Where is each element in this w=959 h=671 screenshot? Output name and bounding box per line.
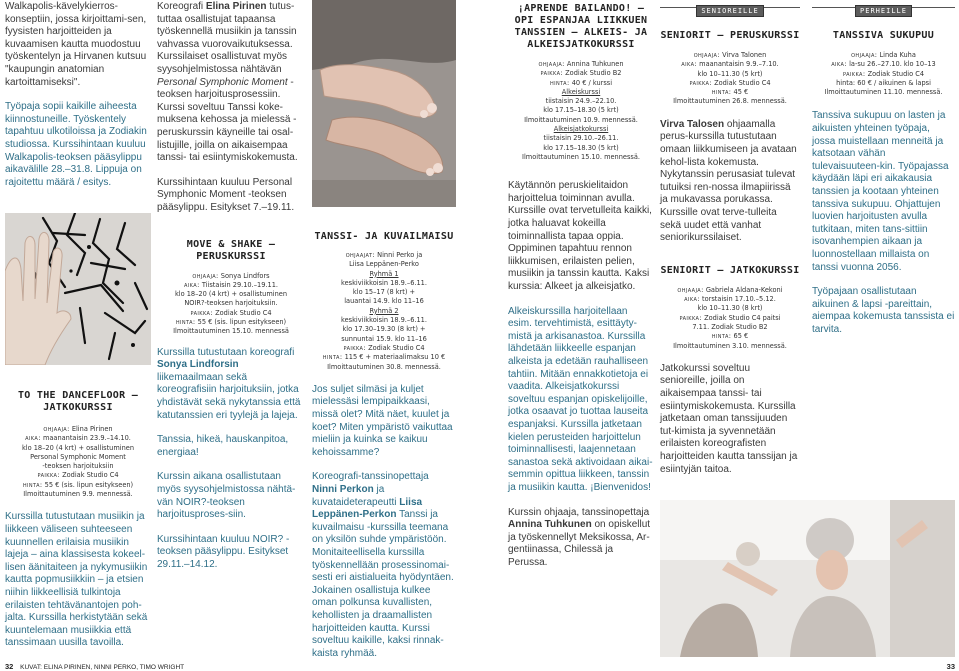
info-line: paikka: Zodiak Studio B2 [540, 69, 622, 78]
info-line: paikka: Zodiak Studio C4 [343, 343, 425, 352]
info-line: aika: torstaisin 17.10.–5.12. [684, 295, 776, 304]
info-line: hinta: 55 € (sis. lipun esitykseen) [175, 317, 287, 326]
paragraph: Jatkokurssi soveltuu senioreille, joilla on aikaisempaa tanssi- tai esiintymiskokemusta. Kurssilla jatketaan oman tanssijuuden tut-kimista ja syvennetään erilaisten koreografisten harjoitteiden kautta tanssijan ja esiintyjän taitoa. [660, 362, 798, 475]
column-6 [812, 0, 955, 337]
course-title: TANSSI- JA KUVAILMAISU [314, 231, 454, 242]
info-line: ohjaaja: Sonya Lindfors [192, 271, 270, 280]
intro-teal-paragraph: Työpaja sopii kaikille aiheesta kiinnostuneille. Työskentely tapahtuu ulkotiloissa ja Zodiakin studiossa. Kurssihintaan kuuluu Walkapolis-teoksen pääsylippu aikavälille 28.–31.8. Lippuja on rajoitettu määrä / esitys. [5, 101, 147, 188]
course-info [312, 251, 456, 372]
person-name: Annina Tuhkunen [508, 519, 592, 531]
info-line: -teoksen harjoituksiin [42, 462, 114, 471]
info-line: Personal Symphonic Moment [30, 452, 126, 461]
paragraph: Koreografi Elina Pirinen tutus-tuttaa osallistujat tapaansa työskennellä musiikin ja tanssin vahvassa vuorovaikutuksessa. Kurssilaiset osallistuvat myös syysohjelmistossa nähtävän Personal Symphonic Moment -teoksen harjoitusprosessiin. [157, 1, 297, 101]
info-line: klo 17.15–18.30 (5 krt) [543, 143, 619, 152]
paragraph: Kurssi soveltuu Tanssi koke-muksena kehossa ja mielessä -peruskurssin käyneille tai osal-listujille, joilla on aikaisempaa tanssi- tai esiintymiskokemusta. [157, 101, 298, 164]
info-line: ohjaaja: Virva Talonen [693, 51, 767, 59]
paragraph: Jos suljet silmäsi ja kuljet mielessäsi lempipaikkaasi, missä olet? Mitä näet, kuulet ja koet? Miten ympäristö vaikuttaa mieliin ja kuinka se kaikuu kehoissamme? [312, 383, 453, 458]
info-line: ohjaaja: Annina Tuhkunen [538, 60, 624, 68]
info-line: Ilmoittautuminen 26.8. mennessä. [673, 97, 787, 106]
info-line: hinta: 60 € / aikuinen & lapsi [836, 78, 931, 87]
course-title: TANSSIVA SUKUPUU [832, 30, 935, 41]
column-5 [660, 0, 800, 476]
page-number-left: 32 [5, 662, 14, 671]
info-line: paikka: Zodiak Studio C4 [190, 308, 272, 317]
info-line: ohjaajat: Ninni Perko ja [345, 251, 423, 259]
info-line: NOIR?-teoksen harjoituksiin. [184, 299, 278, 308]
course-description: Kurssilla tutustutaan musiikin ja liikkeen väliseen suhteeseen kuunnellen erilaisia musiikin lajeja – aina klassisesta kokeel-lisen äänitaiteen ja nykymusiikin kautta popmusiikkiin – ja etsien niihin liikkeellisiä tulkintoja erilaisten tehtävänantojen poh-jalta. Kurssilla herkistytään sekä kuuntelemaan musiikkia että tanssimaan uusilla tavoilla. [5, 511, 148, 649]
page-number-right: 33 [946, 662, 955, 671]
paragraph: Kurssihintaan kuuluu Personal Symphonic Moment -teoksen pääsylippu. Esitykset 7.–19.11. [157, 176, 295, 213]
course-title: ¡APRENDE BAILANDO! – OPI ESPANJAA LIIKKUEN TANSSIEN – ALKEIS- JA ALKEISJATKOKURSSI [514, 3, 648, 50]
info-line: Ilmoittautuminen 10.9. mennessä. [524, 115, 638, 124]
info-line: Ryhmä 2 [369, 306, 399, 315]
info-line: paikka: Zodiak Studio C4 [842, 69, 925, 78]
info-line: Alkeiskurssi [561, 87, 601, 96]
photo-senior-dancers [660, 500, 955, 657]
course-info [508, 60, 654, 162]
course-info [660, 51, 800, 107]
info-line: klo 15–17 (8 krt) + [352, 288, 416, 297]
feet-illustration [312, 0, 456, 207]
footer-right [947, 662, 955, 671]
column-1 [5, 0, 151, 189]
paragraph: Kurssihintaan kuuluu NOIR? -teoksen pääsylippu. Esitykset 29.11.–14.12. [157, 533, 290, 570]
info-line: ohjaaja: Gabriela Aldana-Kekoni [677, 285, 783, 294]
info-line: Ilmoittautuminen 9.9. mennessä. [23, 490, 133, 499]
footer-left [5, 662, 184, 671]
paragraph: Kurssin ohjaaja, tanssinopettaja Annina Tuhkunen on opiskellut ja työskennellyt Meksikossa, Ar-gentiinassa, Chilessä ja Perussa. [508, 506, 651, 568]
info-line: keskiviikkoisin 18.9.–6.11. [341, 316, 427, 325]
info-line: Ilmoittautuminen 30.8. mennessä. [327, 362, 441, 371]
info-line: aika: la-su 26.–27.10. klo 10–13 [831, 60, 936, 69]
info-line: tiistaisin 24.9.–22.10. [545, 97, 617, 106]
info-line: ohjaaja: Elina Pirinen [43, 425, 113, 433]
senior-dancers-illustration [660, 500, 955, 657]
paragraph: Tanssia, hikeä, hauskanpitoa, energiaa! [157, 434, 289, 458]
paragraph: Koreografi-tanssinopettaja Ninni Perkon ja kuvataideterapeutti Liisa Leppänen-Perkon Tanssi ja kuvailmaisu -kurssilla teemana on yksilön suhde ympäristöön. Monitaiteellisella kurssilla työskennellään prosessinomai-sesti eri aistialueita hyödyntäen. Jokainen osallistuja kulkee oman polkunsa kuvallisten, kehollisten ja draamallisten harjoitteiden kautta. Kurssi soveltuu kaikille, kaksi rinnak-kaista ryhmää. [312, 471, 454, 659]
info-line: 7.11. Zodiak Studio B2 [692, 322, 768, 331]
section-tag: SENIOREILLE [696, 5, 763, 17]
info-line: sunnuntai 15.9. klo 11–16 [341, 334, 427, 343]
info-line: hinta: 115 € + materiaalimaksu 10 € [322, 353, 446, 362]
person-name: Elina Pirinen [205, 1, 267, 12]
paragraph: Kurssin aikana osallistutaan myös syysohjelmistossa nähtä-vän NOIR?-teoksen harjoitusproses-siin. [157, 471, 296, 521]
photo-feet [312, 0, 456, 207]
info-line: klo 10–11.30 (8 krt) [697, 304, 763, 313]
photo-hand-ink [5, 213, 151, 365]
person-name: Sonya Lindforsin [157, 359, 239, 371]
info-line: lauantai 14.9. klo 11–16 [344, 297, 424, 306]
info-line: Ilmoittautuminen 3.10. mennessä. [673, 341, 787, 350]
paragraph: Alkeiskurssilla harjoitellaan esim. tervehtimistä, esittäyty-mistä ja arkisanastoa. Kurssilla lähdetään liikkeelle espanjan alkeista ja edetään rauhalliseen tahtiin. Mitään ennakkotietoja ei vaadita. Alkeisjatkokurssi soveltuu espanjan opiskelijoille, jotka osaavat jo tuottaa lauseita espanjaksi. Kurssilla jatketaan kielen perusteiden harjoittelun toiminnallisesti, laajennetaan sanastoa sekä aktivoidaan aikai-semmin opittua liikkeen, tanssin ja musiikin kautta. ¡Bienvenidos! [508, 305, 653, 493]
intro-paragraph: Walkapolis-kävelykierros-konseptiin, jossa kirjoittami-sen, fyysisten harjoitteiden ja kuvaamisen kautta muodostuu työskentelyn ja Hirvanen kutsuu "kaupungin anatomian kartoittamiseksi". [5, 1, 147, 88]
column-2 [157, 0, 305, 571]
paragraph: Työpajaan osallistutaan aikuinen & lapsi -pareittain, aiempaa kokemusta tanssista ei tarvita. [812, 286, 955, 335]
info-line: klo 17.15–18.30 (5 krt) [543, 106, 619, 115]
course-title: TO THE DANCEFLOOR – JATKOKURSSI [17, 390, 139, 413]
info-line: paikka: Zodiak Studio C4 [689, 78, 771, 87]
info-line: Ilmoittautuminen 15.10. mennessä. [522, 152, 640, 161]
person-name: Ninni Perkon [312, 484, 374, 496]
course-info [5, 425, 151, 499]
person-name: Liisa Leppänen-Perkon [312, 496, 423, 521]
info-line: aika: Tiistaisin 29.10.–19.11. [183, 280, 278, 289]
photo-credits: KUVAT: ELINA PIRINEN, NINNI PERKO, TIMO WRIGHT [20, 664, 185, 671]
info-line: hinta: 65 € [711, 332, 749, 341]
info-line: Ilmoittautuminen 15.10. mennessä [173, 327, 289, 336]
paragraph: Virva Talosen ohjaamalla perus-kurssilla tutustutaan omaan liikkumiseen ja avataan kehol-lista kokemusta. Nykytanssin perusasiat tulevat tutuiksi ren-nossa ilmapiirissä ja mukavassa porukassa. Kurssille ovat terve-tulleita sekä uudet että vanhat seniorikurssilaiset. [660, 118, 797, 244]
course-info [660, 286, 800, 351]
info-line: hinta: 55 € (sis. lipun esitykseen) [22, 480, 134, 489]
column-3 [312, 231, 456, 660]
column-4 [508, 0, 654, 569]
info-line: Liisa Leppänen-Perko [349, 260, 419, 269]
info-line: paikka: Zodiak Studio C4 paitsi [679, 313, 781, 322]
person-name: Virva Talosen [660, 118, 725, 130]
info-line: tiistaisin 29.10.–26.11. [543, 134, 619, 143]
info-line: keskiviikkoisin 18.9.–6.11. [341, 278, 427, 287]
course-title: MOVE & SHAKE – PERUSKURSSI [186, 238, 276, 262]
paragraph: Tanssiva sukupuu on lasten ja aikuisten yhteinen työpaja, jossa muistellaan menneitä ja katsotaan vähän tulevaisuuteen-kin. Työpajassa käydään läpi eri aikakausia tanssien ja kootaan yhteinen tanssiva sukupuu. Ohjattujen luovien harjoitusten avulla tutkitaan, miten tans-sittiin isovanhempien aikaan ja luonnostellaan millaista on tanssi vuonna 2056. [812, 110, 949, 273]
info-line: klo 10–11.30 (5 krt) [697, 69, 763, 78]
info-line: Ilmoittautuminen 11.10. mennessä. [824, 88, 943, 97]
info-line: paikka: Zodiak Studio C4 [37, 471, 119, 480]
info-line: ohjaaja: Linda Kuha [851, 51, 916, 59]
info-line: klo 18–20 (4 krt) + osallistuminen [21, 443, 135, 452]
course-title: SENIORIT – PERUSKURSSI [660, 30, 800, 41]
course-title: SENIORIT – JATKOKURSSI [660, 264, 800, 276]
course-info [157, 272, 305, 337]
section-tag: PERHEILLE [855, 5, 912, 17]
hand-ink-illustration [5, 213, 151, 365]
paragraph: Käytännön peruskielitaidon harjoittelua toiminnan avulla. Kurssille ovat tervetulleita kaikki, jotka haluavat kokeilla toiminnallista tapaa oppia. Oppiminen tapahtuu rennon liikkumisen, erilaisten pelien, musiikin ja tanssin kautta. Kaksi kurssia: Alkeet ja alkeisjatko. [508, 180, 652, 293]
course-block-dancefloor [5, 390, 151, 650]
info-line: Alkeisjatkokurssi [553, 125, 609, 134]
info-line: aika: maanantaisin 23.9.–14.10. [25, 434, 131, 443]
course-info [812, 51, 955, 97]
info-line: aika: maanantaisin 9.9.–7.10. [681, 60, 779, 69]
paragraph: Kurssilla tutustutaan koreografi Sonya Lindforsin liikemaailmaan sekä koreografisiin harjoituksiin, jotka yhdistävät sekä nykytanssia että katutanssien eri tyylejä ja lajeja. [157, 346, 301, 421]
info-line: klo 17.30–19.30 (8 krt) + [342, 325, 426, 334]
info-line: hinta: 40 € / kurssi [549, 78, 613, 87]
info-line: hinta: 45 € [711, 88, 749, 97]
info-line: Ryhmä 1 [369, 269, 399, 278]
info-line: klo 18–20 (4 krt) + osallistuminen [174, 290, 288, 299]
